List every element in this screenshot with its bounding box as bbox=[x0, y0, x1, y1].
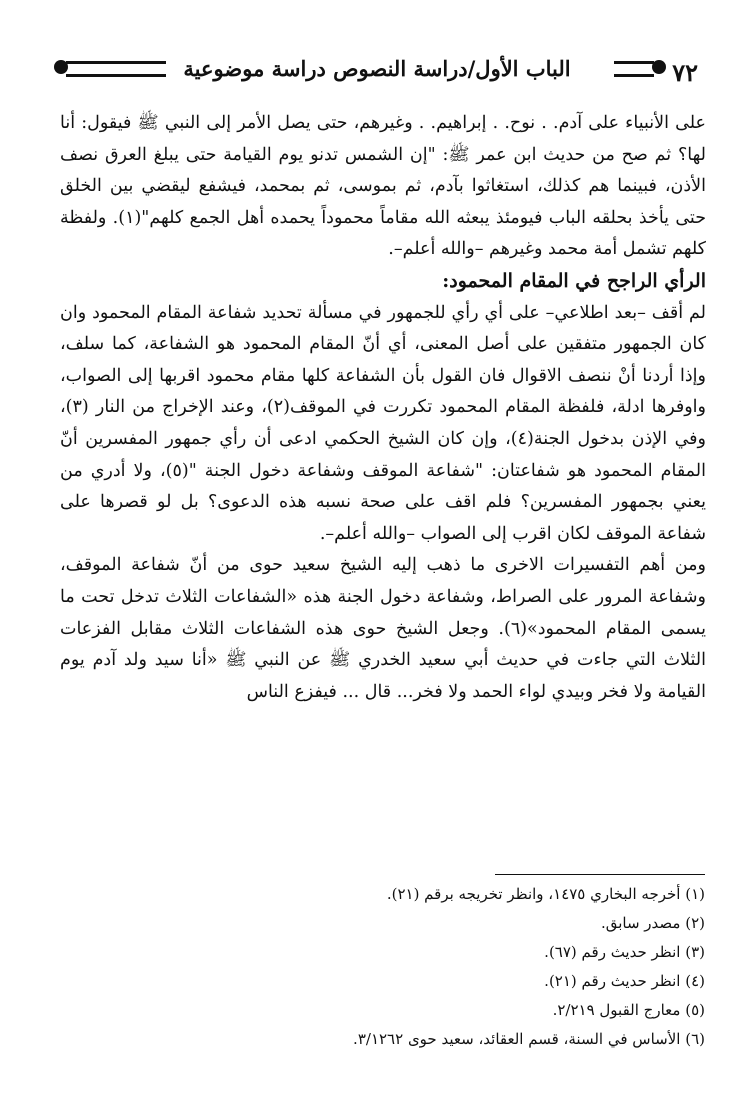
paragraph-1: على الأنبياء على آدم. . نوح. . إبراهيم. . وغيرهم، حتى يصل الأمر إلى النبي ﷺ فيقول: أنا لها؟ ثم صح من حديث ابن عمر ﷺ: "إن الشمس تدنو يوم القيامة حتى يبلغ العرق نصف الأذن، فبينما هم كذلك، استغاثوا بآدم، ثم بموسى، ثم بمحمد، فيشفع ليقضي بين الخلق حتى يأخذ بحلقه الباب فيومئذ يبعثه الله مقاماً محموداً يحمده أهل الجمع كلهم"(١). ولفظة كلهم تشمل أمة محمد وغيرهم –والله أعلم–. bbox=[60, 113, 707, 260]
chapter-title: الباب الأول/دراسة النصوص دراسة موضوعية bbox=[52, 56, 702, 81]
footnote-2: (٢) مصدر سابق. bbox=[600, 914, 705, 932]
footnotes bbox=[105, 880, 705, 1054]
footnote-5: (٥) معارج القبول ٢/٢١٩. bbox=[552, 1001, 705, 1019]
page-number: ٧٢ bbox=[672, 58, 698, 87]
paragraph-2: لم أقف –بعد اطلاعي– على أي رأي للجمهور في مسألة تحديد شفاعة المقام المحمود وان كان الجمهور متفقين على أصل المعنى، أي أنّ المقام المحمود هو الشفاعة، كما سلف، وإذا أردنا أنْ ننصف الاقوال فان القول بأن الشفاعة كلها مقام محمود اقربها إلى الصواب، واوفرها ادلة، فلفظة المقام المحمود تكررت في الموقف(٢)، وعند الإخراج من النار (٣)، وفي الإذن بدخول الجنة(٤)، وإن كان الشيخ الحكمي ادعى أن رأي جمهور المفسرين أنّ المقام المحمود هو شفاعتان: "شفاعة الموقف وشفاعة دخول الجنة "(٥)، ولا أدري من يعني بجمهور المفسرين؟ فلم اقف على صحة نسبه هذه الدعوى؟ بل لو قصرها على شفاعة الموقف لكان اقرب إلى الصواب –والله أعلم–. bbox=[60, 302, 706, 544]
section-heading: الرأي الراجح في المقام المحمود: bbox=[442, 269, 706, 292]
footnote-6: (٦) الأساس في السنة، قسم العقائد، سعيد حوى ٣/١٢٦٢. bbox=[353, 1030, 705, 1048]
page-header bbox=[52, 52, 702, 92]
ornament-dot-right bbox=[652, 60, 666, 74]
footnote-1: (١) أخرجه البخاري ١٤٧٥، وانظر تخريجه برقم (٢١). bbox=[386, 885, 705, 903]
ornament-rule-right bbox=[614, 61, 654, 77]
footnote-separator bbox=[495, 874, 705, 875]
footnote-4: (٤) انظر حديث رقم (٢١). bbox=[544, 972, 705, 990]
main-text bbox=[60, 108, 706, 708]
footnote-3: (٣) انظر حديث رقم (٦٧). bbox=[544, 943, 705, 961]
paragraph-3: ومن أهم التفسيرات الاخرى ما ذهب إليه الشيخ سعيد حوى من أنّ شفاعة الموقف، وشفاعة المرور على الصراط، وشفاعة دخول الجنة هذه «الشفاعات الثلاث تدخل تحت ما يسمى المقام المحمود»(٦). وجعل الشيخ حوى هذه الشفاعات الثلاث مقابل الفزعات الثلاث التي جاءت في حديث أبي سعيد الخدري ﷺ عن النبي ﷺ «أنا سيد ولد آدم يوم القيامة ولا فخر وبيدي لواء الحمد ولا فخر... قال ... فيفزع الناس bbox=[60, 555, 707, 702]
